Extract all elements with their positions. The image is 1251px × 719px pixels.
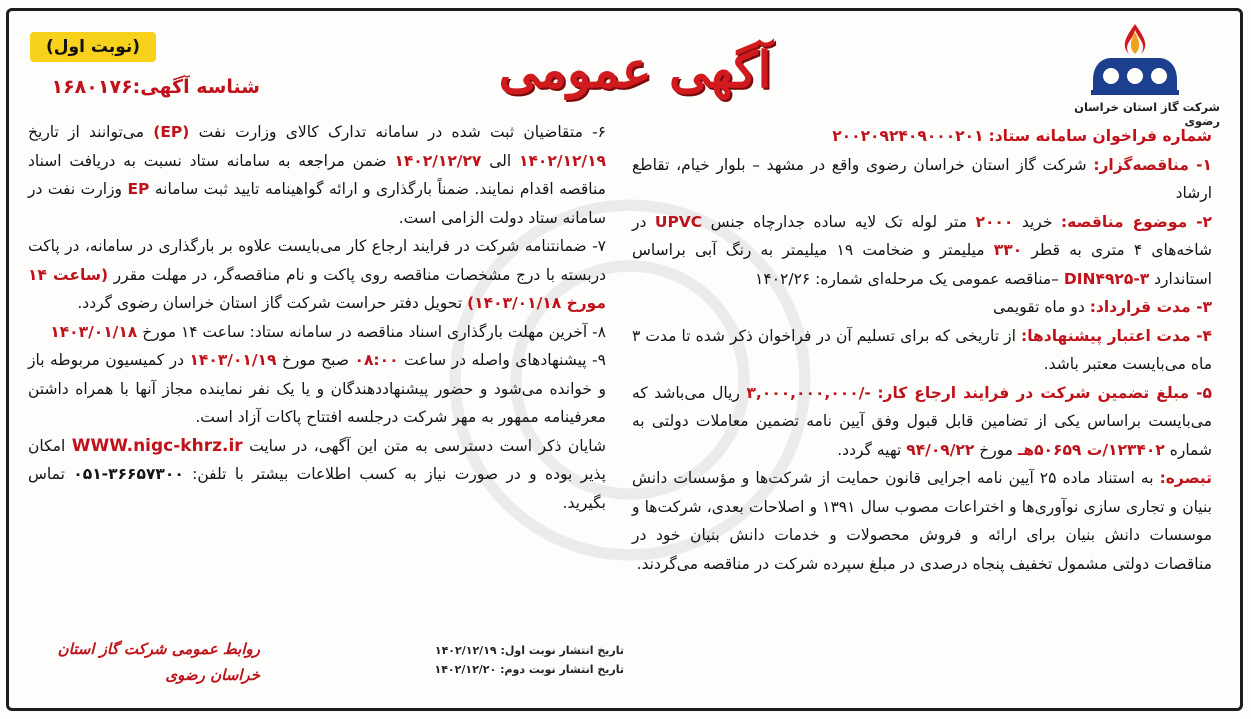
round-badge: (نوبت اول) <box>30 32 156 62</box>
item-6-from-date: ۱۴۰۲/۱۲/۱۹ <box>519 151 607 170</box>
item-6-text-a: ۶- متقاضیان ثبت شده در سامانه تدارک کالای وزارت نفت <box>198 123 606 141</box>
item-3 <box>632 293 1212 322</box>
item-6-text-c: الی <box>489 151 512 170</box>
item-2-label: ۲- موضوع مناقصه: <box>1060 212 1212 231</box>
sys-number-line <box>632 122 1212 151</box>
item-6-ep-2: EP <box>127 180 150 198</box>
pr-line-2: خراسان رضوی <box>165 666 260 684</box>
item-4 <box>632 322 1212 379</box>
item-5-label: ۵- مبلغ تضمین شرکت در فرایند ارجاع کار: <box>877 383 1212 402</box>
item-1-label: ۱- مناقصه‌گزار: <box>1093 155 1212 174</box>
public-relations-signature <box>30 636 260 688</box>
ad-id: شناسه آگهی:۱۶۸۰۱۷۶ <box>51 76 260 98</box>
item-1-text: شرکت گاز استان خراسان رضوی واقع در مشهد – بلوار خیام، تقاطع ارشاد <box>632 155 1212 202</box>
website-link[interactable]: WWW.nigc-khrz.ir <box>71 435 243 456</box>
item-2-text-b: متر لوله تک لایه ساده جدارچاه جنس <box>710 212 968 231</box>
nigc-logo-icon <box>1085 20 1185 98</box>
item-6-text-e: وزارت نفت در سامانه ستاد دولت الزامی است. <box>28 180 606 227</box>
item-2-text-c: در شاخه‌های ۴ متری به قطر <box>632 212 1212 259</box>
item-5-text-a: ریال می‌باشد که می‌بایست براساس یکی از تضامین قابل قبول وفق آیین نامه تضمین معاملات دولتی به شماره <box>632 383 1212 459</box>
item-9-text-b: صبح مورخ <box>281 351 350 369</box>
item-5-regulation-number: ۱۲۳۴۰۲/ت ۵۰۶۵۹هـ <box>1018 440 1165 459</box>
note-label: تبصره: <box>1159 469 1212 487</box>
item-6-ep: (EP) <box>153 123 190 141</box>
phone-number: ۳۶۶۵۷۳۰۰-۰۵۱ <box>73 465 184 483</box>
publish-date-second: تاریخ انتشار نوبت دوم: ۱۴۰۲/۱۲/۲۰ <box>434 663 624 676</box>
item-7-deadline: (ساعت ۱۴ مورخ ۱۴۰۳/۰۱/۱۸) <box>28 265 606 312</box>
item-7 <box>28 232 606 318</box>
right-column <box>632 122 1212 578</box>
pr-line-1: روابط عمومی شرکت گاز استان <box>57 640 260 658</box>
sys-number-label: شماره فراخوان سامانه ستاد: <box>988 127 1212 145</box>
item-8-text: ۸- آخرین مهلت بارگذاری اسناد مناقصه در سامانه ستاد: ساعت ۱۴ مورخ <box>142 322 606 341</box>
item-6-text-b: می‌توانند از تاریخ <box>28 123 145 141</box>
item-5-date: ۹۴/۰۹/۲۲ <box>906 440 975 459</box>
item-6-text-d: ضمن مراجعه به سامانه ستاد نسبت به دریافت اسناد مناقصه اقدام نمایند. ضمناً بارگذاری و ارائه گواهینامه تایید ثبت سامانه <box>28 151 606 198</box>
publish-date-first: تاریخ انتشار نوبت اول: ۱۴۰۲/۱۲/۱۹ <box>434 644 624 657</box>
item-2-quantity: ۲۰۰۰ <box>975 212 1014 231</box>
item-3-text: دو ماه تقویمی <box>993 298 1085 316</box>
item-7-text-a: ۷- ضمانتنامه شرکت در فرایند ارجاع کار می‌بایست علاوه بر بارگذاری در سامانه، در پاکت دربسته با درج مشخصات مناقصه روی پاکت و نام مناقصه‌گر، در مهلت مقرر <box>28 237 606 284</box>
item-2-text-d: میلیمتر و ضخامت ۱۹ میلیمتر به رنگ آبی براساس استاندارد <box>632 241 1212 288</box>
sys-number-value: ۲۰۰۲۰۹۲۴۰۹۰۰۰۲۰۱ <box>832 127 984 145</box>
item-4-text: از تاریخی که برای تسلیم آن در فراخوان ذکر شده تا مدت ۳ ماه می‌بایست معتبر باشد. <box>632 326 1212 373</box>
item-5-text-c: تهیه گردد. <box>837 440 902 459</box>
company-caption: شرکت گاز استان خراسان رضوی <box>1074 100 1220 128</box>
item-10-text-c: تماس بگیرید. <box>28 465 606 512</box>
item-10-text-a: شایان ذکر است دسترسی به متن این آگهی، در سایت <box>249 436 606 455</box>
item-2 <box>632 208 1212 294</box>
item-7-text-b: تحویل دفتر حراست شرکت گاز استان خراسان رضوی گردد. <box>77 294 463 312</box>
item-8 <box>28 318 606 347</box>
item-2-text-e: –مناقصه عمومی یک مرحله‌ای شماره: ۱۴۰۲/۲۶ <box>755 269 1059 288</box>
left-column <box>28 118 606 517</box>
item-10-text-b: امکان پذیر بوده و در صورت نیاز به کسب اطلاعات بیشتر با تلفن: <box>28 436 606 483</box>
item-3-label: ۳- مدت قرارداد: <box>1089 298 1212 316</box>
item-9-date: ۱۴۰۳/۰۱/۱۹ <box>189 351 277 369</box>
page-title: آگهی عمومی <box>498 40 772 99</box>
note <box>632 464 1212 578</box>
item-9-time: ۰۸:۰۰ <box>354 351 399 369</box>
item-6-to-date: ۱۴۰۲/۱۲/۲۷ <box>394 151 482 170</box>
item-9 <box>28 346 606 432</box>
item-4-label: ۴- مدت اعتبار پیشنهادها: <box>1021 326 1212 345</box>
item-5-amount: -/۳,۰۰۰,۰۰۰,۰۰۰ <box>746 383 871 402</box>
item-6 <box>28 118 606 232</box>
item-2-text-a: خرید <box>1021 212 1053 231</box>
item-5 <box>632 379 1212 465</box>
item-1 <box>632 151 1212 208</box>
item-10 <box>28 432 606 518</box>
item-5-text-b: مورخ <box>979 440 1014 459</box>
item-9-text-a: ۹- پیشنهادهای واصله در ساعت <box>403 351 606 369</box>
item-9-text-c: در کمیسیون مربوطه باز و خوانده می‌شود و حضور پیشنهاددهندگان و یا یک نفر نماینده مجاز آنها با همراه داشتن معرفینامه ممهور به مهر شرکت درجلسه افتتاح پاکات آزاد است. <box>28 351 606 426</box>
note-text: به استناد ماده ۲۵ آیین نامه اجرایی قانون حمایت از شرکت‌ها و مؤسسات دانش بنیان و تجاری سازی نوآوری‌ها و اختراعات مصوب سال ۱۳۹۱ و اصلاحات بعدی، شرکت‌ها و موسسات دانش بنیان برای ارائه و فروش محصولات و خدمات دانش بنیان خود در مناقصات دولتی مشمول تخفیف پنجاه درصدی در مبلغ سپرده شرکت در مناقصه می‌گردند. <box>632 469 1212 573</box>
item-2-standard: DIN۴۹۲۵-۳ <box>1063 269 1150 288</box>
item-2-material: UPVC <box>654 212 703 231</box>
item-8-date: ۱۴۰۳/۰۱/۱۸ <box>50 322 138 341</box>
publish-dates <box>392 641 624 679</box>
item-2-diameter: ۳۳۰ <box>993 241 1023 259</box>
